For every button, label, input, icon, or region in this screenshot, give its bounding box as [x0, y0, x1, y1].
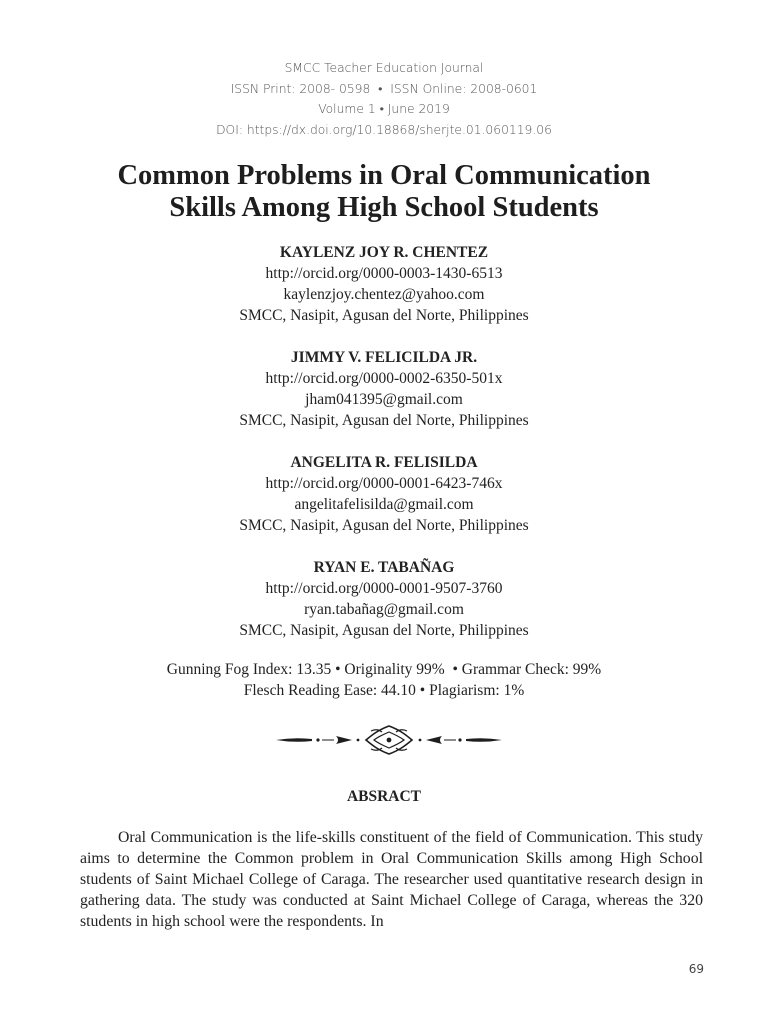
- metrics-line-2: Flesch Reading Ease: 44.10 • Plagiarism: 1%: [243, 682, 525, 699]
- paper-title-line-1: Common Problems in Oral Communication: [117, 160, 651, 191]
- author-list: [0, 242, 768, 662]
- author-affiliation: SMCC, Nasipit, Agusan del Norte, Philippines: [239, 412, 529, 429]
- author-orcid[interactable]: http://orcid.org/0000-0002-6350-501x: [265, 370, 503, 387]
- author-orcid[interactable]: http://orcid.org/0000-0003-1430-6513: [265, 265, 503, 282]
- journal-doi: DOI: https://dx.doi.org/10.18868/sherjte.01.060119.06: [216, 122, 552, 137]
- abstract-heading: ABSRACT: [346, 788, 422, 805]
- abstract-text: Oral Communication is the life-skills constituent of the field of Communication. This study aims to determine the Common problem in Oral Communication Skills among High School students of Saint Michael College of Caraga. The researcher used quantitative research design in gathering data. The study was conducted at Saint Michael College of Caraga, whereas the 320 students in high school were the respondents. In: [80, 829, 703, 930]
- author-email[interactable]: angelitafelisilda@gmail.com: [294, 496, 474, 513]
- author-email[interactable]: ryan.tabañag@gmail.com: [304, 601, 464, 618]
- paper-title-line-2: Skills Among High School Students: [169, 192, 599, 223]
- author-block: [0, 452, 768, 536]
- author-affiliation: SMCC, Nasipit, Agusan del Norte, Philippines: [239, 622, 529, 639]
- paper-title: [0, 160, 768, 224]
- author-name: ANGELITA R. FELISILDA: [290, 454, 478, 471]
- author-orcid[interactable]: http://orcid.org/0000-0001-6423-746x: [265, 475, 503, 492]
- author-name: JIMMY V. FELICILDA JR.: [290, 349, 478, 366]
- readability-metrics: [0, 659, 768, 701]
- journal-issn: ISSN Print: 2008- 0598 • ISSN Online: 2008-0601: [230, 81, 538, 96]
- author-email[interactable]: jham041395@gmail.com: [305, 391, 463, 408]
- author-block: [0, 242, 768, 326]
- author-orcid[interactable]: http://orcid.org/0000-0001-9507-3760: [265, 580, 503, 597]
- page-number: 69: [688, 962, 704, 976]
- author-name: KAYLENZ JOY R. CHENTEZ: [279, 244, 489, 261]
- author-block: [0, 557, 768, 641]
- journal-volume: Volume 1 • June 2019: [318, 102, 450, 116]
- decorative-divider-icon: [274, 722, 504, 758]
- author-block: [0, 347, 768, 431]
- author-email[interactable]: kaylenzjoy.chentez@yahoo.com: [283, 286, 485, 303]
- journal-header: [0, 58, 768, 140]
- journal-name: SMCC Teacher Education Journal: [284, 61, 484, 75]
- author-affiliation: SMCC, Nasipit, Agusan del Norte, Philippines: [239, 517, 529, 534]
- author-name: RYAN E. TABAÑAG: [313, 559, 455, 576]
- author-affiliation: SMCC, Nasipit, Agusan del Norte, Philippines: [239, 307, 529, 324]
- metrics-line-1: Gunning Fog Index: 13.35 • Originality 99% • Grammar Check: 99%: [166, 661, 602, 678]
